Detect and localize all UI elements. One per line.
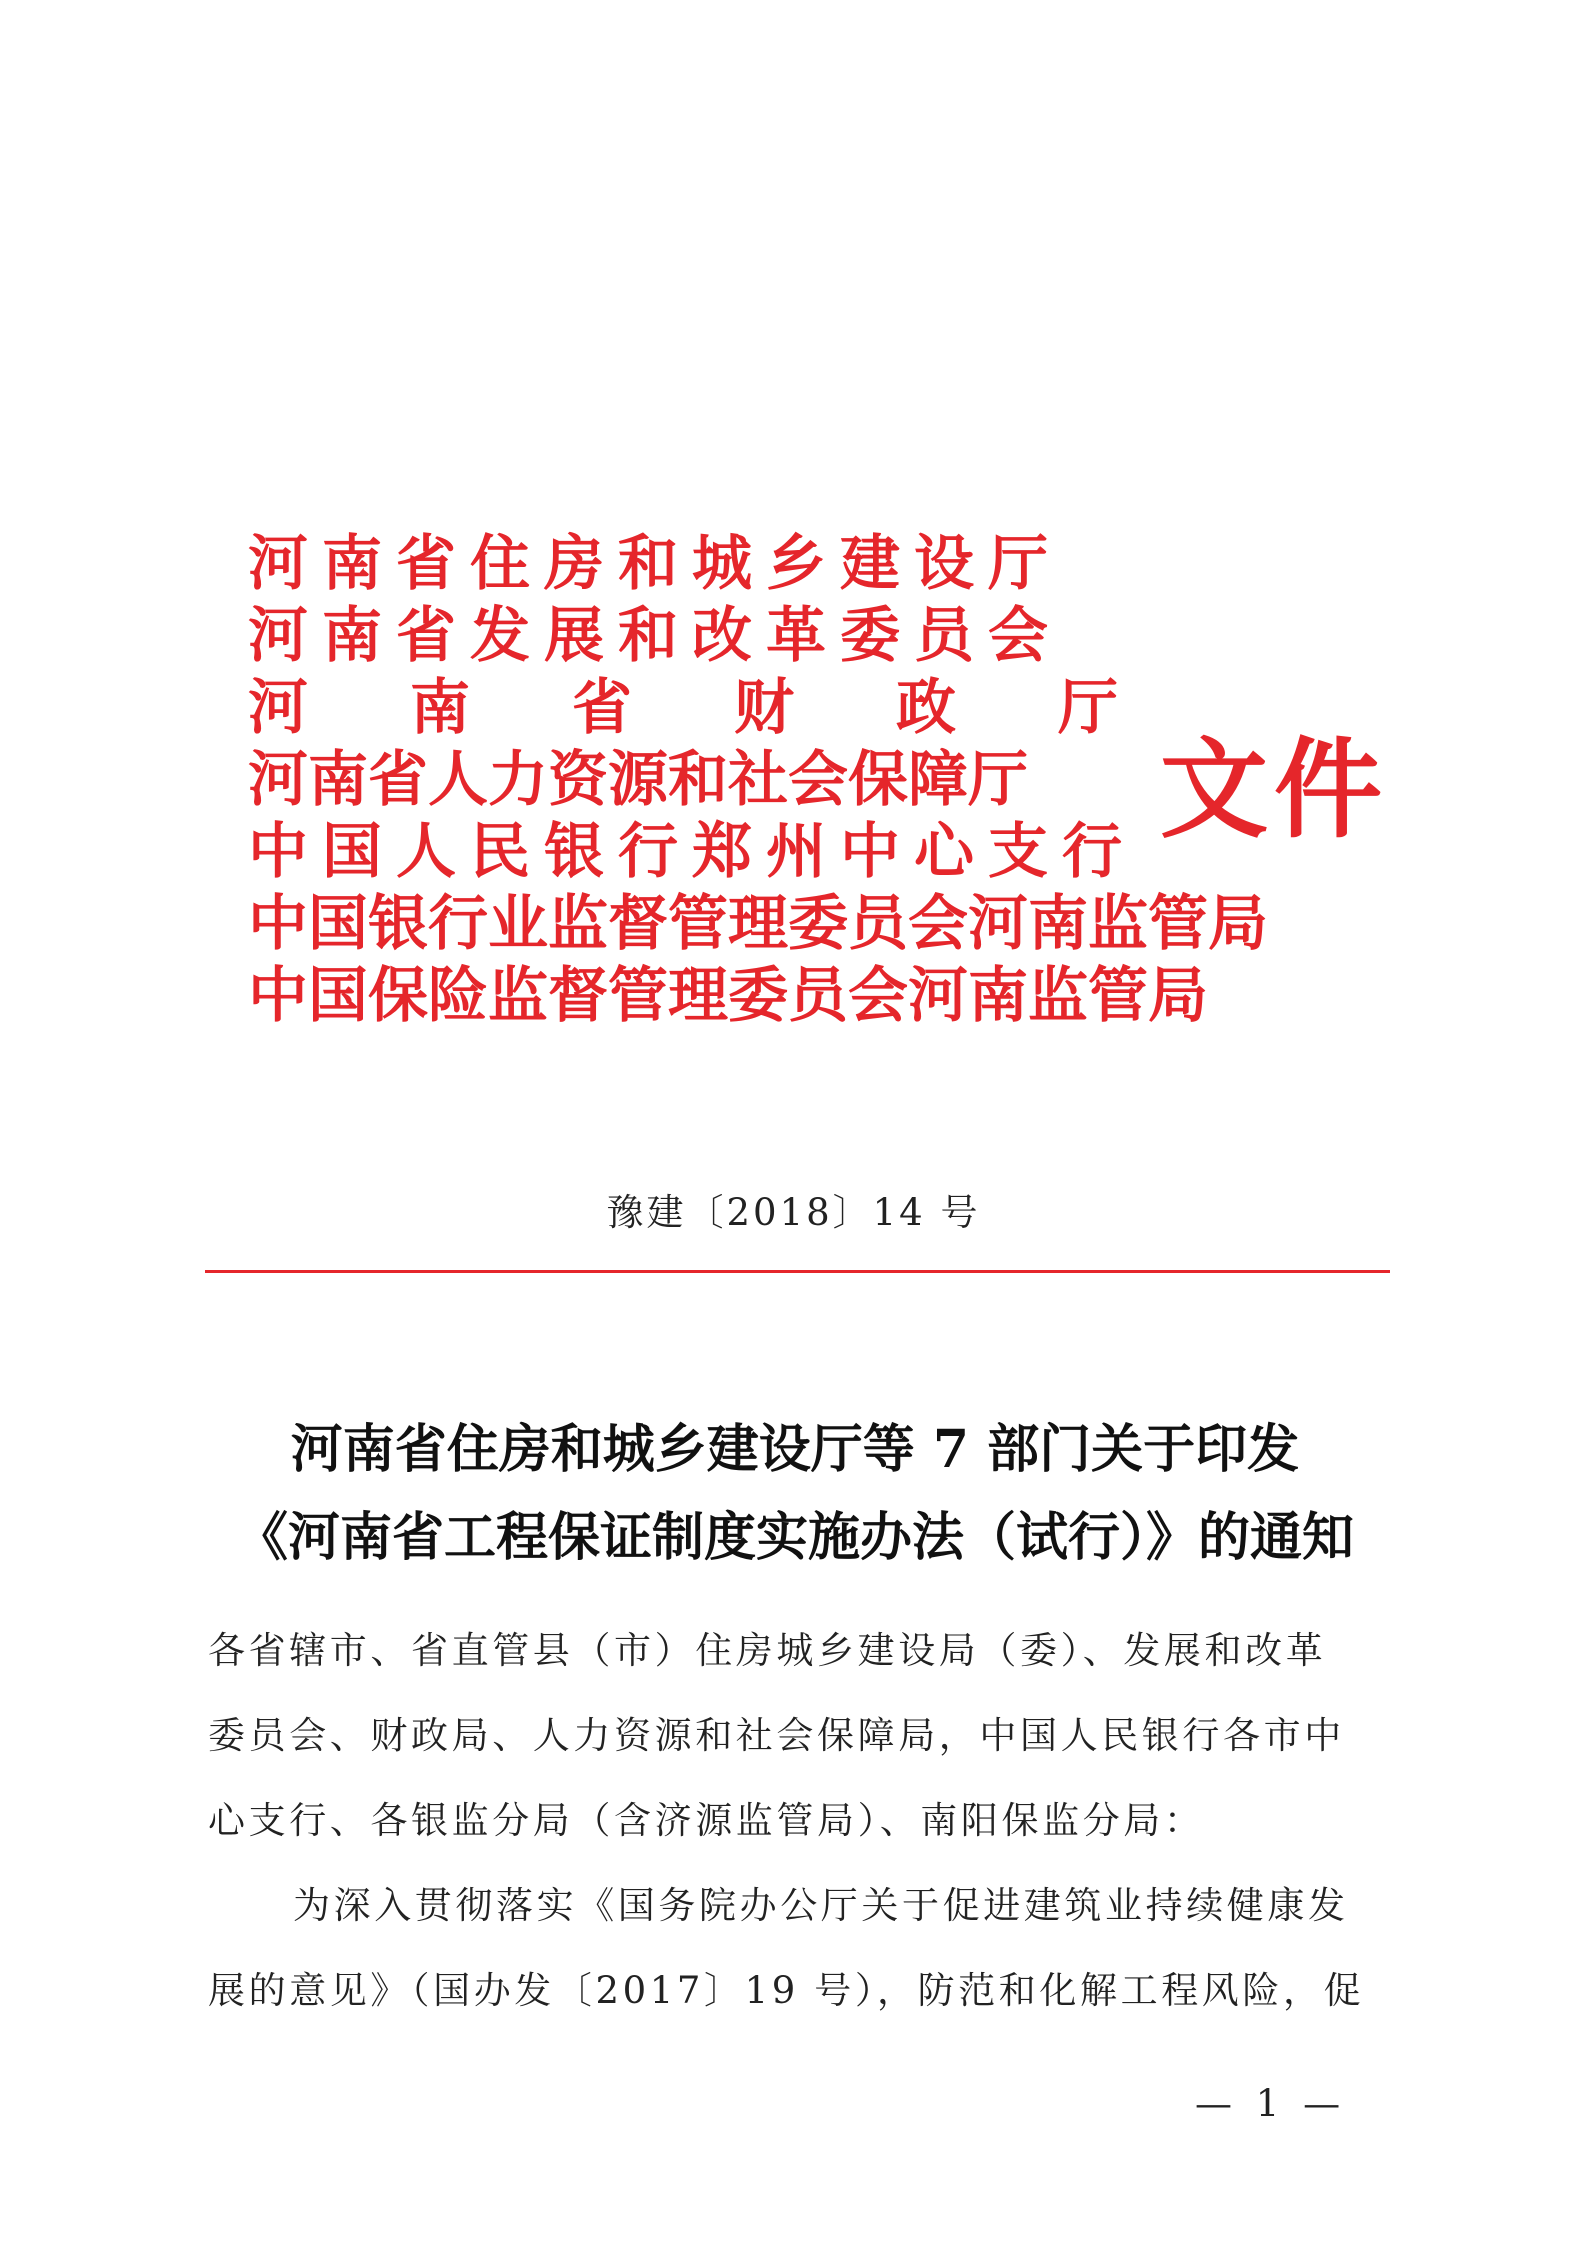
body-line: 为深入贯彻落实《国务院办公厅关于促进建筑业持续健康发: [293, 1884, 1349, 1927]
red-divider: [205, 1270, 1390, 1273]
body-line: 委员会、财政局、人力资源和社会保障局，中国人民银行各市中: [208, 1714, 1345, 1757]
body-line: 各省辖市、省直管县（市）住房城乡建设局（委）、发展和改革: [208, 1629, 1327, 1672]
issuer-finance-dept: [248, 672, 1118, 744]
issuer-finance-char: 政: [896, 673, 956, 743]
issuer-pboc-zhengzhou: 中国人民银行郑州中心支行: [248, 817, 1136, 887]
notice-title-line-2: 《河南省工程保证制度实施办法（试行）》的通知: [235, 1507, 1354, 1568]
issuing-authorities: [248, 528, 1268, 1032]
issuer-circ-henan: 中国保险监督管理委员会河南监管局: [248, 961, 1208, 1031]
issuer-finance-char: 南: [410, 673, 470, 743]
notice-title-line-1: 河南省住房和城乡建设厅等 7 部门关于印发: [290, 1419, 1300, 1480]
document-type-label: 文件: [1160, 727, 1389, 853]
body-line: 展的意见》（国办发〔2017〕19 号），防范和化解工程风险，促: [208, 1969, 1365, 2012]
issuer-cbrc-henan: 中国银行业监督管理委员会河南监管局: [248, 889, 1268, 959]
issuer-housing-dept: 河南省住房和城乡建设厅: [248, 529, 1062, 599]
document-number: 豫建〔2018〕14 号: [606, 1191, 981, 1234]
issuer-hr-social-security-dept: 河南省人力资源和社会保障厅: [248, 745, 1028, 815]
notice-body: [208, 1608, 1390, 2033]
page-number: — 1 —: [1195, 2082, 1347, 2125]
issuer-finance-char: 财: [734, 673, 794, 743]
issuer-finance-char: 河: [248, 673, 308, 743]
issuer-finance-char: 省: [572, 673, 632, 743]
body-line: 心支行、各银监分局（含济源监管局）、南阳保监分局：: [208, 1799, 1205, 1842]
issuer-development-commission: 河南省发展和改革委员会: [248, 601, 1062, 671]
issuer-finance-char: 厅: [1058, 673, 1118, 743]
